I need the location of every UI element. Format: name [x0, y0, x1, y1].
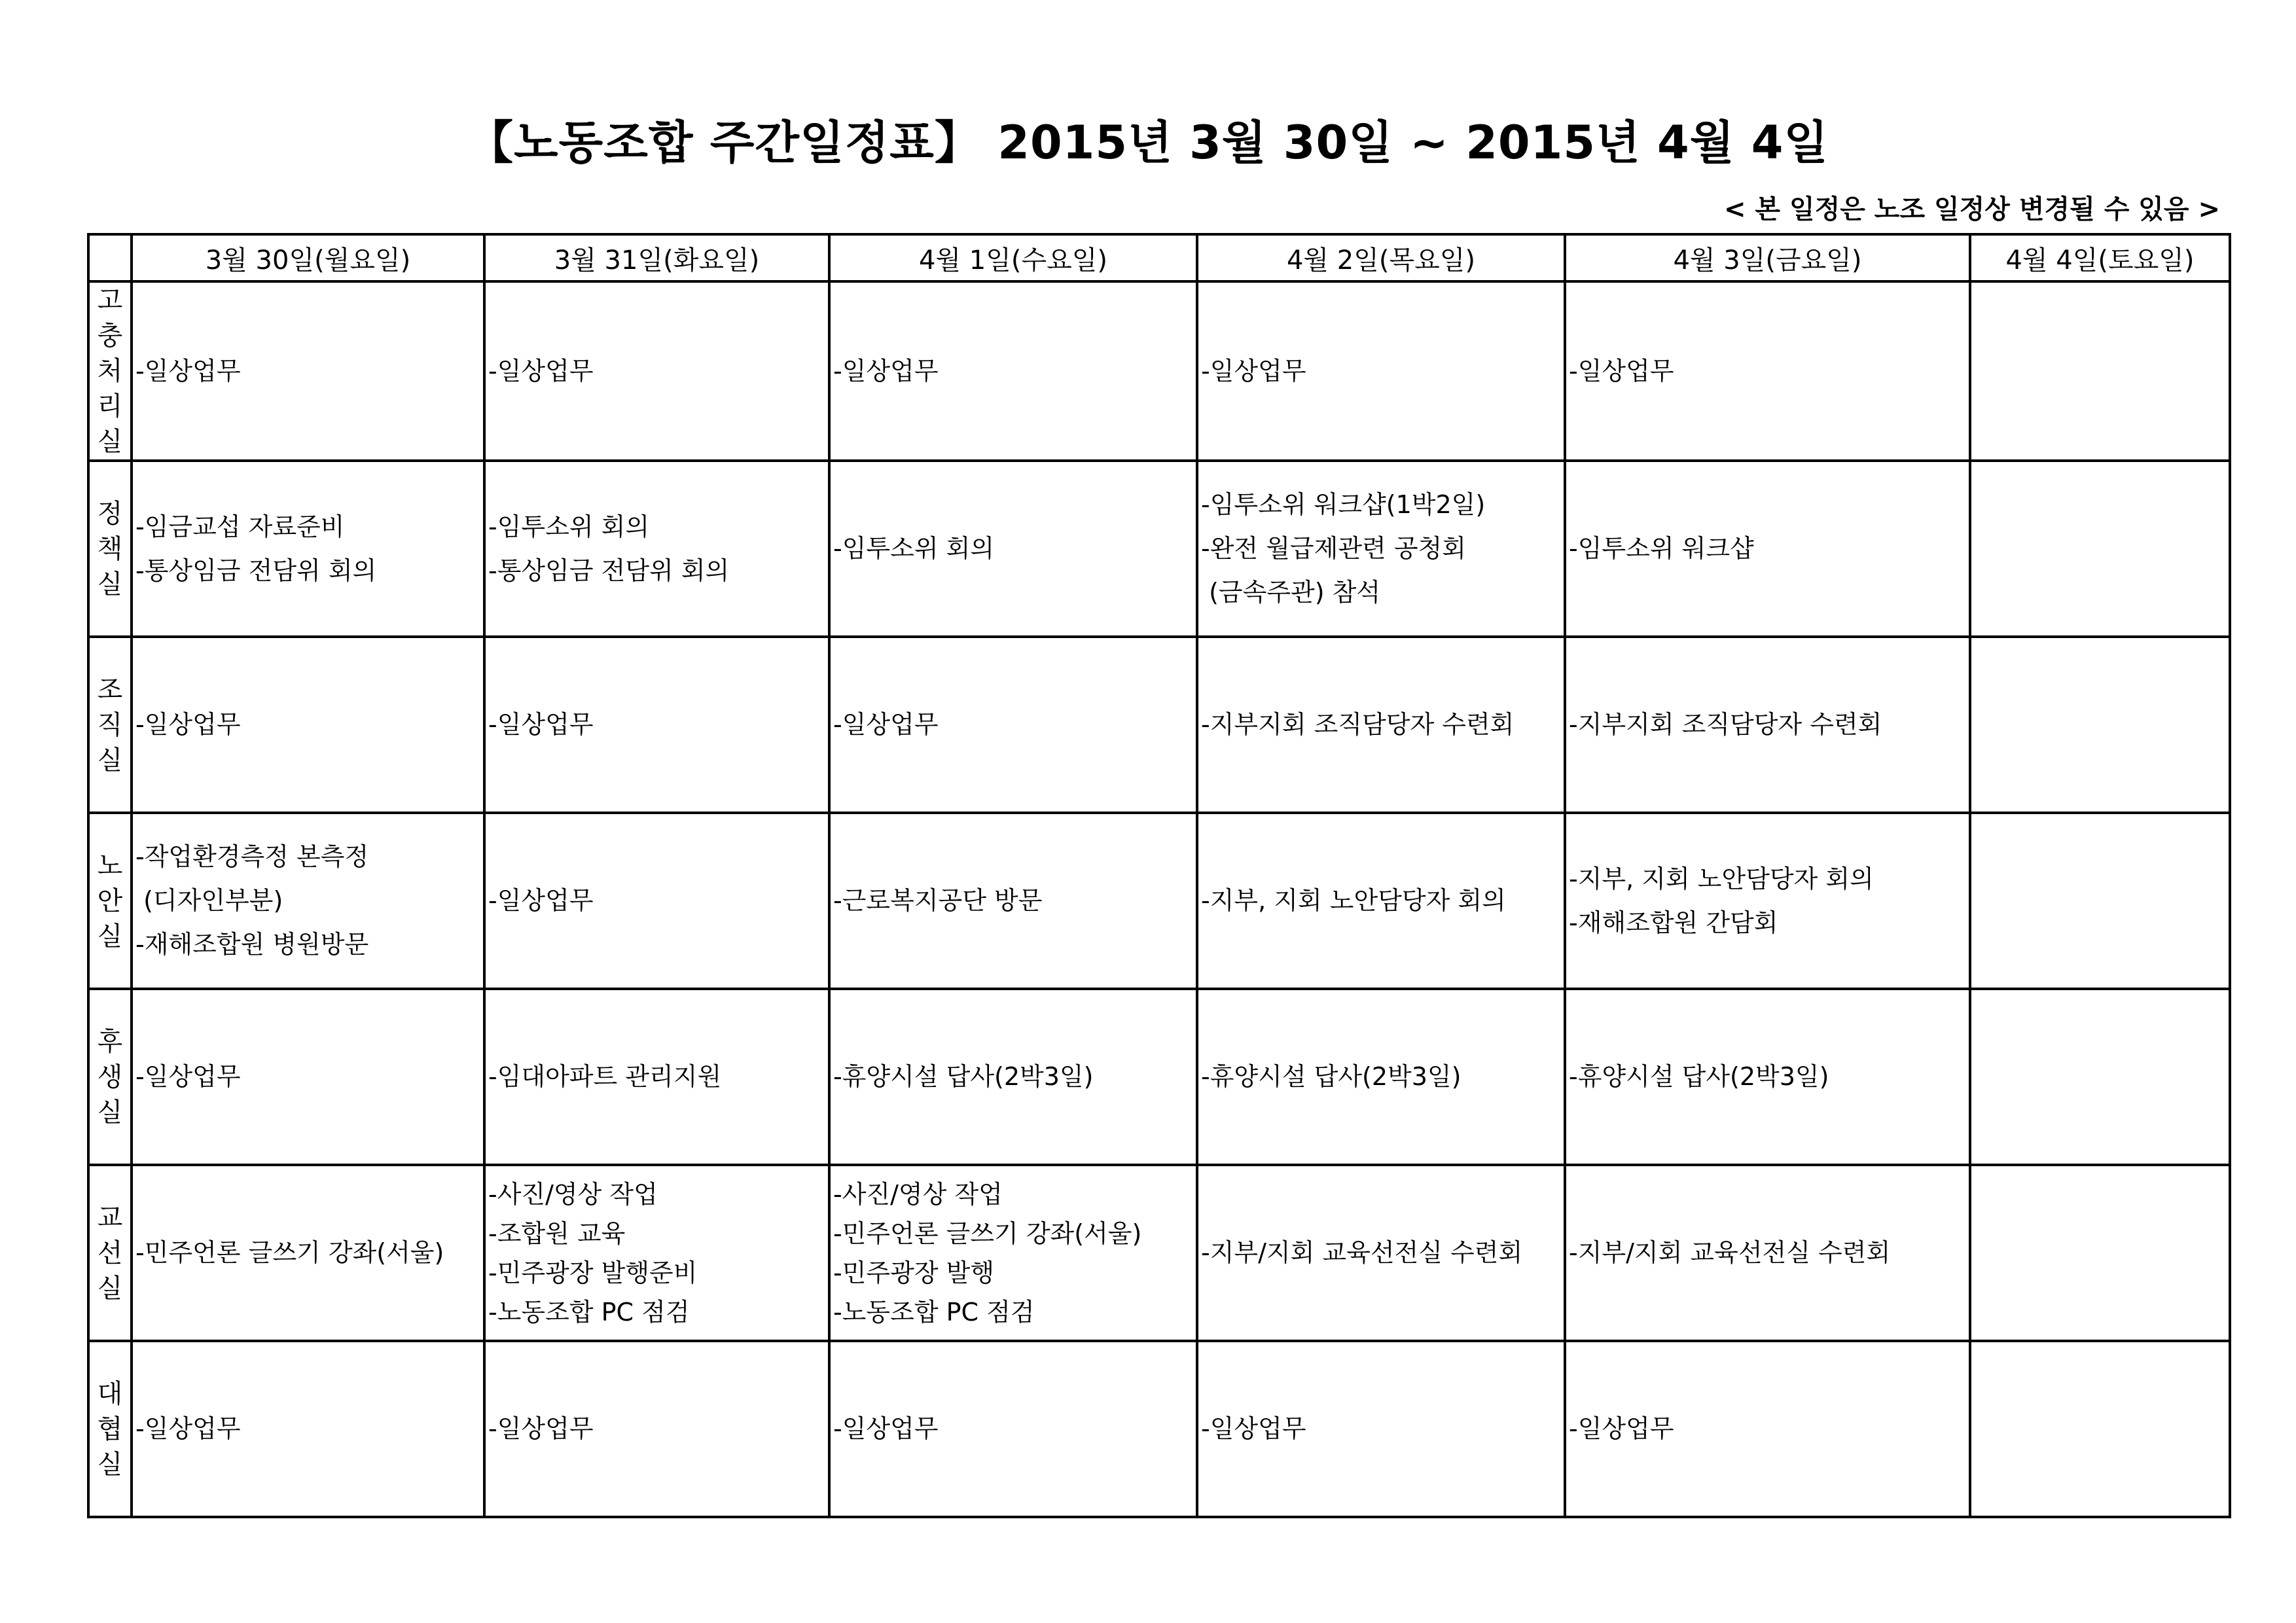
schedule-cell	[1565, 281, 1970, 461]
department-label-cell	[88, 461, 132, 637]
schedule-entry: -일상업무	[135, 710, 241, 739]
schedule-entry: -임투소위 워크샵	[1569, 534, 1754, 563]
schedule-entry: -작업환경측정 본측정	[135, 842, 369, 871]
day-header: 3월 31일(화요일)	[484, 234, 829, 281]
schedule-entry: -일상업무	[135, 356, 241, 385]
schedule-entry: -재해조합원 병원방문	[135, 930, 369, 959]
schedule-entry: -통상임금 전담위 회의	[488, 556, 730, 585]
schedule-entry: -민주언론 글쓰기 강좌(서울)	[135, 1238, 444, 1267]
page-title: 【노동조합 주간일정표】 2015년 3월 30일 ~ 2015년 4월 4일	[467, 116, 1829, 169]
weekly-schedule-table	[87, 233, 2231, 1518]
schedule-cell	[132, 281, 484, 461]
schedule-entry: -일상업무	[488, 886, 594, 915]
day-header: 4월 4일(토요일)	[1970, 234, 2230, 281]
schedule-cell	[132, 813, 484, 989]
schedule-cell	[829, 1165, 1197, 1341]
schedule-cell	[1970, 1165, 2230, 1341]
schedule-cell	[1565, 1341, 1970, 1517]
schedule-entry: -사진/영상 작업	[833, 1179, 1003, 1209]
schedule-cell	[1970, 637, 2230, 813]
department-row	[88, 813, 2230, 989]
schedule-cell	[829, 1341, 1197, 1517]
schedule-cell	[1970, 281, 2230, 461]
department-label-cell	[88, 281, 132, 461]
department-name: 정책실	[97, 498, 123, 599]
schedule-cell	[484, 1165, 829, 1341]
schedule-cell	[1197, 813, 1565, 989]
schedule-cell	[829, 989, 1197, 1165]
schedule-entry: -일상업무	[1201, 356, 1306, 385]
schedule-entry: -지부/지회 교육선전실 수련회	[1569, 1238, 1891, 1267]
schedule-entry: -일상업무	[833, 1414, 939, 1443]
schedule-entry: -지부지회 조직담당자 수련회	[1201, 710, 1515, 739]
schedule-cell	[132, 1165, 484, 1341]
schedule-cell	[1565, 813, 1970, 989]
schedule-cell	[829, 637, 1197, 813]
schedule-cell	[1970, 989, 2230, 1165]
schedule-entry: -일상업무	[833, 356, 939, 385]
schedule-entry: -휴양시설 답사(2박3일)	[1569, 1062, 1829, 1091]
department-name: 대협실	[97, 1378, 123, 1480]
schedule-entry: -임금교섭 자료준비	[135, 512, 345, 541]
department-name: 조직실	[97, 674, 123, 776]
schedule-entry: -일상업무	[1569, 1414, 1674, 1443]
schedule-entry: -노동조합 PC 점검	[833, 1297, 1035, 1327]
schedule-entry: -일상업무	[135, 1414, 241, 1443]
day-header: 4월 2일(목요일)	[1197, 234, 1565, 281]
schedule-cell	[1565, 989, 1970, 1165]
schedule-cell	[1197, 281, 1565, 461]
schedule-cell	[829, 461, 1197, 637]
schedule-entry: -지부, 지회 노안담당자 회의	[1201, 886, 1506, 915]
department-row	[88, 989, 2230, 1165]
department-label-cell	[88, 813, 132, 989]
schedule-cell	[1565, 637, 1970, 813]
schedule-cell	[1197, 989, 1565, 1165]
day-header: 4월 1일(수요일)	[829, 234, 1197, 281]
department-name: 교선실	[97, 1202, 123, 1304]
schedule-entry: -재해조합원 간담회	[1569, 908, 1778, 937]
schedule-entry: -민주언론 글쓰기 강좌(서울)	[833, 1219, 1142, 1248]
schedule-cell	[132, 1341, 484, 1517]
schedule-entry: -일상업무	[833, 710, 939, 739]
schedule-entry: -지부지회 조직담당자 수련회	[1569, 710, 1882, 739]
schedule-cell	[1565, 461, 1970, 637]
department-row	[88, 1341, 2230, 1517]
day-header: 4월 3일(금요일)	[1565, 234, 1970, 281]
schedule-entry: -조합원 교육	[488, 1219, 626, 1248]
schedule-entry: (디자인부분)	[135, 886, 283, 915]
schedule-entry: -일상업무	[1201, 1414, 1306, 1443]
department-name: 고충처리실	[97, 285, 123, 457]
department-name: 후생실	[97, 1026, 123, 1128]
department-name: 노안실	[97, 850, 123, 952]
department-label-cell	[88, 637, 132, 813]
schedule-cell	[132, 989, 484, 1165]
schedule-cell	[1565, 1165, 1970, 1341]
schedule-entry: -완전 월급제관련 공청회	[1201, 534, 1466, 563]
department-row	[88, 637, 2230, 813]
schedule-body	[88, 281, 2230, 1517]
department-row	[88, 281, 2230, 461]
department-label-cell	[88, 1341, 132, 1517]
schedule-cell	[1970, 813, 2230, 989]
schedule-entry: -일상업무	[135, 1062, 241, 1091]
schedule-entry: -지부, 지회 노안담당자 회의	[1569, 864, 1874, 893]
schedule-entry: -근로복지공단 방문	[833, 886, 1043, 915]
schedule-cell	[484, 1341, 829, 1517]
schedule-entry: -일상업무	[488, 1414, 594, 1443]
schedule-entry: (금속주관) 참석	[1201, 578, 1381, 607]
schedule-cell	[132, 461, 484, 637]
schedule-entry: -사진/영상 작업	[488, 1179, 658, 1209]
department-row	[88, 461, 2230, 637]
schedule-entry: -휴양시설 답사(2박3일)	[1201, 1062, 1462, 1091]
schedule-entry: -지부/지회 교육선전실 수련회	[1201, 1238, 1523, 1267]
schedule-entry: -일상업무	[488, 710, 594, 739]
schedule-change-notice: < 본 일정은 노조 일정상 변경될 수 있음 >	[1723, 194, 2220, 224]
schedule-entry: -통상임금 전담위 회의	[135, 556, 377, 585]
corner-cell	[88, 234, 132, 281]
schedule-cell	[829, 813, 1197, 989]
schedule-cell	[829, 281, 1197, 461]
schedule-cell	[484, 813, 829, 989]
schedule-entry: -민주광장 발행	[833, 1258, 995, 1287]
schedule-cell	[1970, 1341, 2230, 1517]
schedule-cell	[1197, 461, 1565, 637]
schedule-entry: -임투소위 회의	[833, 534, 995, 563]
schedule-entry: -일상업무	[1569, 356, 1674, 385]
schedule-cell	[484, 989, 829, 1165]
department-row	[88, 1165, 2230, 1341]
schedule-entry: -임투소위 워크샵(1박2일)	[1201, 490, 1486, 519]
schedule-entry: -일상업무	[488, 356, 594, 385]
day-header-row	[88, 234, 2230, 281]
schedule-entry: -임투소위 회의	[488, 512, 650, 541]
schedule-cell	[1197, 1341, 1565, 1517]
schedule-cell	[1970, 461, 2230, 637]
schedule-entry: -휴양시설 답사(2박3일)	[833, 1062, 1094, 1091]
schedule-entry: -민주광장 발행준비	[488, 1258, 698, 1287]
schedule-cell	[1197, 637, 1565, 813]
schedule-cell	[484, 461, 829, 637]
department-label-cell	[88, 989, 132, 1165]
day-header: 3월 30일(월요일)	[132, 234, 484, 281]
schedule-cell	[1197, 1165, 1565, 1341]
department-label-cell	[88, 1165, 132, 1341]
schedule-cell	[484, 637, 829, 813]
schedule-cell	[484, 281, 829, 461]
schedule-entry: -노동조합 PC 점검	[488, 1297, 690, 1327]
schedule-cell	[132, 637, 484, 813]
schedule-entry: -임대아파트 관리지원	[488, 1062, 722, 1091]
